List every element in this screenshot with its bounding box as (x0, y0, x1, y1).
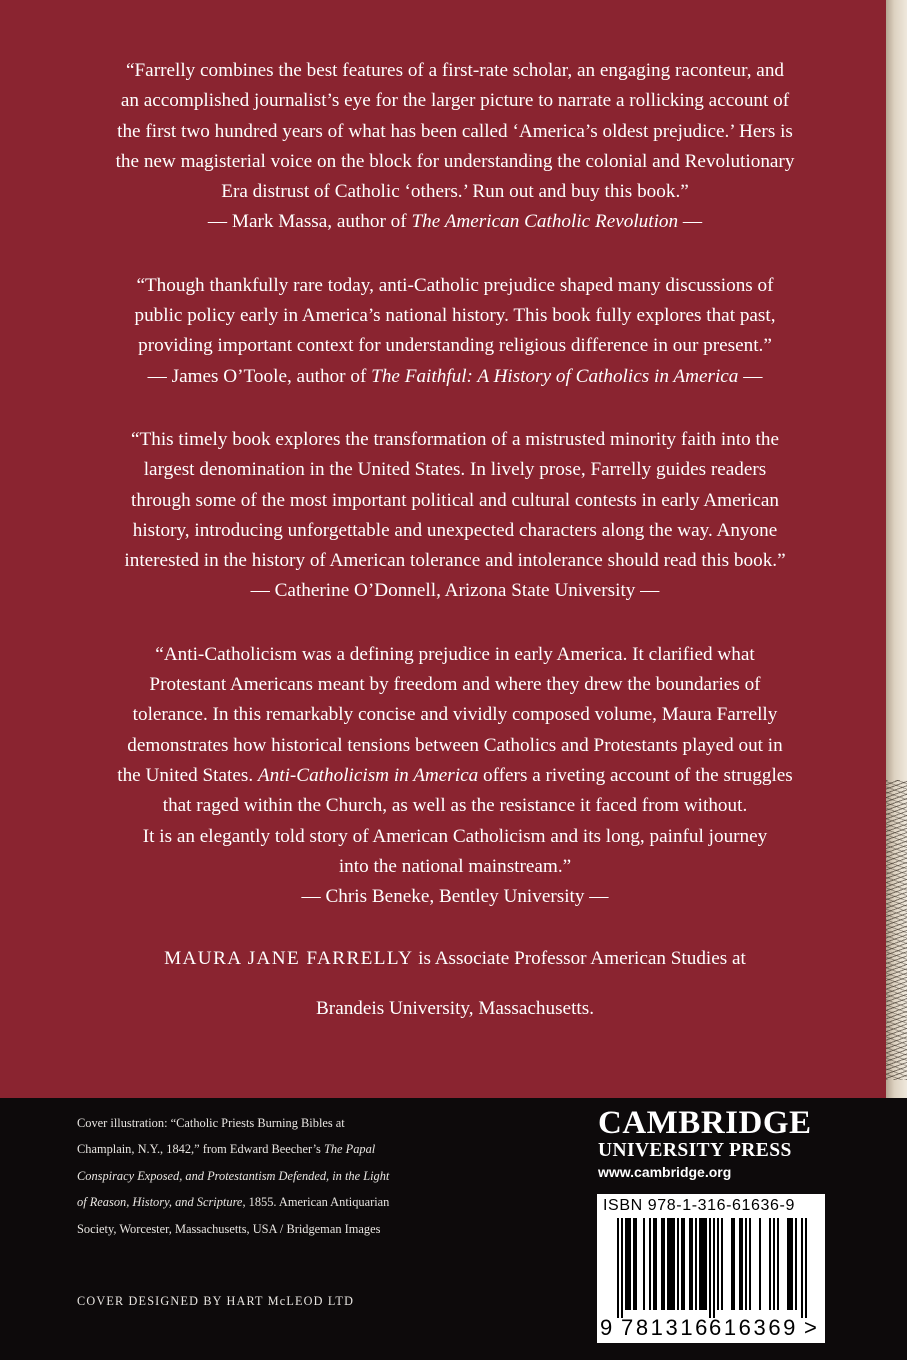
barcode-bar (749, 1218, 751, 1310)
barcode-bar (643, 1218, 645, 1310)
barcode-bar (705, 1218, 707, 1310)
back-cover-footer (0, 1098, 907, 1360)
blurb-line: It is an elegantly told story of American Catholicism and its long, painful journey (142, 825, 768, 847)
blurb-beneke (40, 640, 870, 913)
barcode-bar (621, 1218, 623, 1318)
barcode-bar (625, 1218, 627, 1310)
publisher-name: CAMBRIDGE (598, 1105, 812, 1141)
barcode-bar (691, 1218, 693, 1310)
barcode-bar (701, 1218, 703, 1310)
barcode-bar (673, 1218, 675, 1310)
blurb-line: “Farrelly combines the best features of a first-rate scholar, an engaging raconteur, and (125, 60, 785, 81)
barcode-bar (741, 1218, 743, 1310)
barcode-bar (795, 1218, 797, 1310)
barcode-bar (649, 1218, 651, 1310)
blurb-odonnell (40, 425, 870, 607)
blurb-line: “Though thankfully rare today, anti-Catholic prejudice shaped many discussions of (136, 274, 774, 296)
blurb-attribution: — James O’Toole, author of The Faithful: A History of Catholics in America — (147, 365, 763, 387)
blurb-line: Protestant Americans meant by freedom and where they drew the boundaries of (149, 674, 761, 696)
barcode-bars (597, 1218, 825, 1318)
barcode-bar (777, 1218, 779, 1310)
blurb-massa (40, 56, 870, 238)
blurb-line: the new magisterial voice on the block for understanding the colonial and Revolutionary (115, 150, 795, 172)
barcode-bar (695, 1218, 697, 1310)
barcode-bar (709, 1218, 711, 1318)
blurb-attribution: — Catherine O’Donnell, Arizona State University — (250, 580, 660, 602)
barcode-bar (635, 1218, 637, 1310)
author-bio: MAURA JANE FARRELLY is Associate Professor American Studies at Brandeis University, Massachusetts. (164, 948, 746, 1019)
barcode-bar (731, 1218, 733, 1310)
barcode-bar (677, 1218, 679, 1310)
barcode-bar (689, 1218, 691, 1310)
blurb-line: Era distrust of Catholic ‘others.’ Run out and buy this book.” (221, 181, 689, 203)
barcode-bar (633, 1218, 635, 1310)
blurb-line: demonstrates how historical tensions between Catholics and Protestants played out in (127, 734, 783, 756)
barcode-bar (773, 1218, 775, 1310)
blurb-line: history, introducing unforgettable and unexpected characters along the way. Anyone (132, 519, 778, 541)
barcode-bar (717, 1218, 719, 1310)
barcode-bar (669, 1218, 671, 1310)
barcode-bar (627, 1218, 629, 1310)
cover-illustration-edge (886, 0, 907, 1098)
barcode-bar (629, 1218, 631, 1310)
engraving-fragment (886, 780, 907, 1080)
cover-designer-credit: COVER DESIGNED BY HART McLEOD LTD (77, 1294, 355, 1308)
blurb-line: “Anti-Catholicism was a defining prejudice in early America. It clarified what (155, 643, 755, 665)
author-name: MAURA JANE FARRELLY (164, 948, 414, 970)
blurb-line: “This timely book explores the transformation of a mistrusted minority faith into the (131, 428, 779, 450)
blurb-line: public policy early in America’s national history. This book fully explores that past, (134, 305, 776, 327)
cover-illustration-credit: Cover illustration: “Catholic Priests Burning Bibles at Champlain, N.Y., 1842,” from Edward Beecher’s The Papal Conspiracy Exposed, and Protestantism Defended, in the Light of Reason, History, and Scripture, 1855. American Antiquarian Society, Worcester, Massachusetts, USA / Bridgeman Images (77, 1116, 390, 1236)
barcode-bar (683, 1218, 685, 1310)
blurb-line: the first two hundred years of what has been called ‘America’s oldest prejudice.’ Hers is (117, 120, 793, 142)
barcode-bar (617, 1218, 619, 1318)
blurb-attribution: — Mark Massa, author of The American Catholic Revolution — (207, 211, 703, 233)
blurb-attribution: — Chris Beneke, Bentley University — (301, 886, 609, 908)
blurb-line: tolerance. In this remarkably concise and vividly composed volume, Maura Farrelly (132, 704, 778, 726)
blurb-line: through some of the most important political and cultural contests in early American (131, 489, 779, 511)
blurb-otoole (40, 271, 870, 392)
barcode-bar (745, 1218, 747, 1310)
barcode-bar (721, 1218, 723, 1310)
blurb-line: an accomplished journalist’s eye for the larger picture to narrate a rollicking account of (120, 90, 790, 112)
barcode-bar (769, 1218, 771, 1310)
barcode-bar (653, 1218, 655, 1310)
barcode-bar (789, 1218, 791, 1310)
barcode-bar (667, 1218, 669, 1310)
barcode-bar (681, 1218, 683, 1310)
barcode-bar (801, 1218, 803, 1318)
endorsements (40, 56, 870, 1043)
blurb-line: interested in the history of American tolerance and intolerance should read this book.” (124, 550, 786, 572)
isbn-barcode: ISBN 978-1-316-61636-9 9 781316 616369 > (597, 1194, 825, 1343)
barcode-bar (733, 1218, 735, 1310)
barcode-bar (759, 1218, 761, 1310)
barcode-bar (699, 1218, 701, 1310)
isbn-label: ISBN 978-1-316-61636-9 (603, 1197, 795, 1214)
publisher-logo (598, 1106, 828, 1182)
barcode-bar (739, 1218, 741, 1310)
blurb-line: the United States. Anti-Catholicism in America offers a riveting account of the struggles (117, 764, 793, 786)
barcode-bar (671, 1218, 673, 1310)
barcode-bar (787, 1218, 789, 1310)
blurb-line: that raged within the Church, as well as the resistance it faced from without. (162, 795, 748, 817)
barcode-bar (661, 1218, 663, 1310)
barcode-bar (703, 1218, 705, 1310)
blurb-line: providing important context for understanding religious difference in our present.” (138, 335, 772, 357)
barcode-bar (805, 1218, 807, 1318)
barcode-bar (791, 1218, 793, 1310)
barcode-bar (663, 1218, 665, 1310)
blurb-line: into the national mainstream.” (338, 855, 572, 877)
blurb-line: largest denomination in the United States. In lively prose, Farrelly guides readers (143, 459, 767, 481)
publisher-url: www.cambridge.org (598, 1164, 732, 1180)
barcode-bar (655, 1218, 657, 1310)
publisher-subname: UNIVERSITY PRESS (598, 1140, 792, 1161)
barcode-bar (713, 1218, 715, 1318)
